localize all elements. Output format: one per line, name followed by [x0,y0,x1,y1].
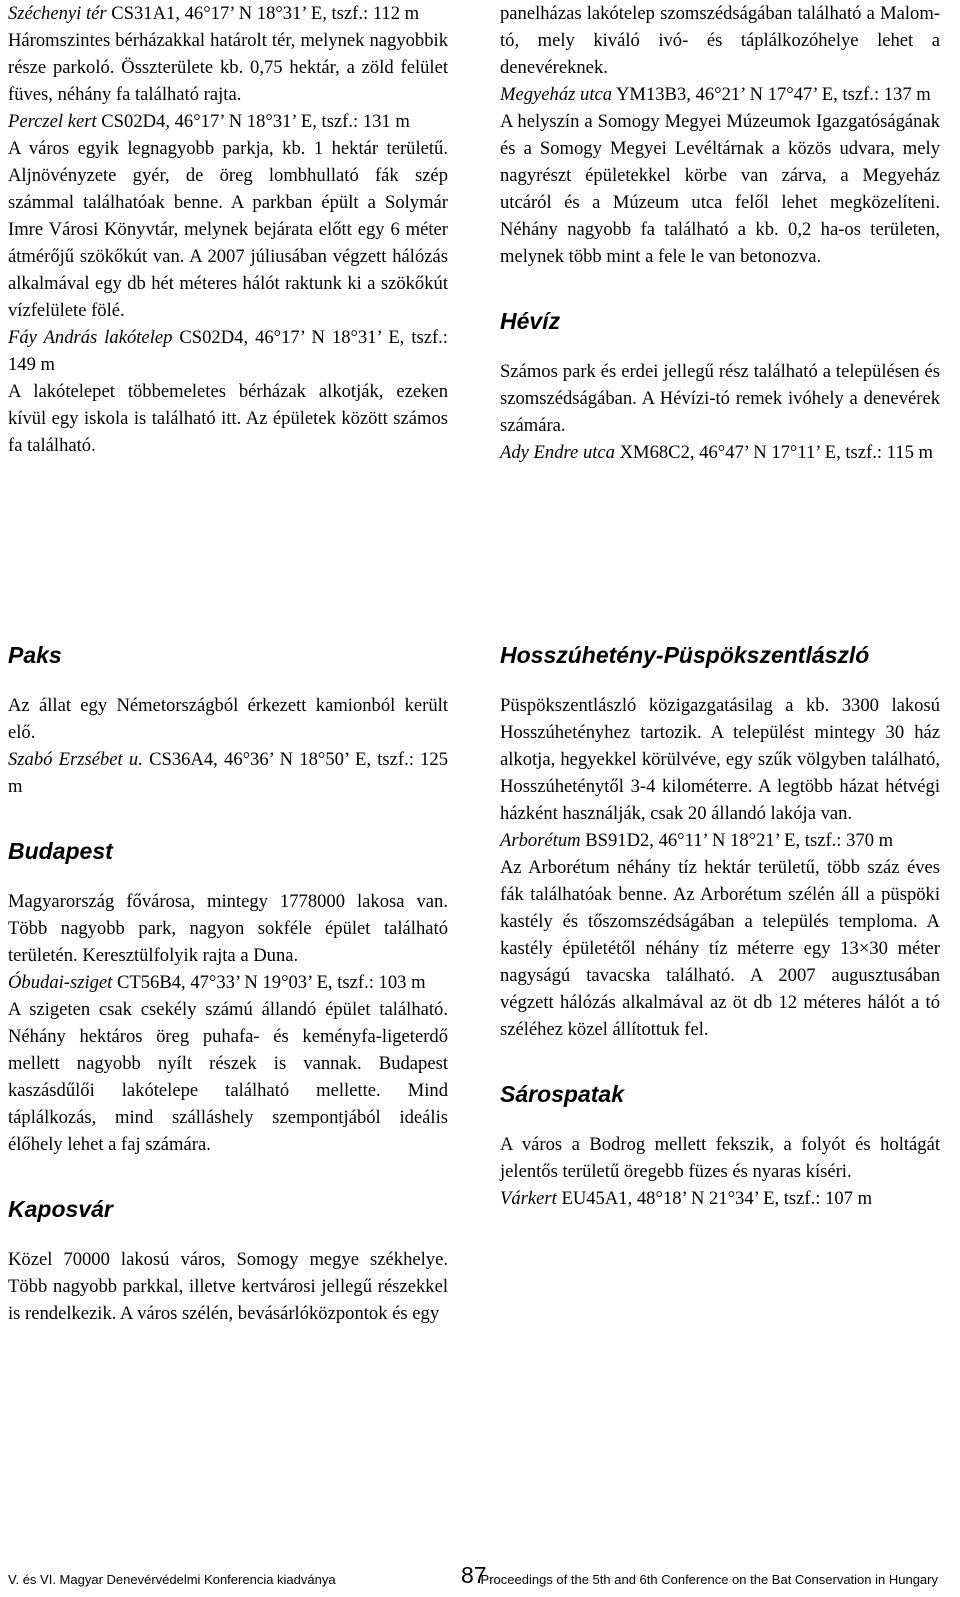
paragraph: A város a Bodrog mellett fekszik, a folyót és holtágát jelentős területű öregebb füzes és nyaras kíséri. [500,1134,940,1182]
site-coordinates: CS02D4, 46°17’ N 18°31’ E, tszf.: 131 m [96,111,410,132]
section-heading-budapest: Budapest [8,838,113,864]
footer-right-text: Proceedings of the 5th and 6th Conference on the Bat Conservation in Hungary [480,1572,938,1587]
paragraph: A szigeten csak csekély számú állandó épület található. Néhány hektáros öreg puhafa- és keményfa-ligeterdő mellett nagyobb nyílt részek is vannak. Budapest kaszásdűlői lakótelepe található mellette. Mind táplálkozás, mind szálláshely szempontjából ideális élőhely lehet a faj számára. [8,999,448,1155]
site-name: Óbudai-sziget [8,972,113,993]
paragraph: Magyarország fővárosa, mintegy 1778000 lakosa van. Több nagyobb park, nagyon sokféle épület található területén. Keresztülfolyik rajta a Duna. [8,891,448,966]
site-coordinates: CS31A1, 46°17’ N 18°31’ E, tszf.: 112 m [106,3,420,24]
page-number: 87 [461,1562,487,1588]
section-heading-heviz: Hévíz [500,308,561,334]
page-footer [0,1562,960,1592]
site-name: Széchenyi tér [8,3,107,24]
section-heading-hosszuheteny: Hosszúhetény-Püspökszentlászló [500,642,870,668]
site-heading-varkert [500,1185,940,1212]
left-column-bottom [8,640,448,1327]
section-heading-sarospatak: Sárospatak [500,1081,625,1107]
site-heading-megyehaz [500,81,940,108]
paragraph: panelházas lakótelep szomszédságában található a Malom-tó, mely kiváló ivó- és táplálkozóhelye lehet a denevéreknek. [500,3,940,78]
site-name: Fáy András lakótelep [8,327,173,348]
site-coordinates: CT56B4, 47°33’ N 19°03’ E, tszf.: 103 m [112,972,426,993]
site-heading-fay [8,324,448,378]
site-coordinates: YM13B3, 46°21’ N 17°47’ E, tszf.: 137 m [612,84,931,105]
paragraph: A helyszín a Somogy Megyei Múzeumok Igazgatóságának és a Somogy Megyei Levéltárnak a közös udvara, mely nagyrészt épületekkel körbe van zárva, a Megyeház utcáról és a Múzeum utca felől lehet megközelíteni. Néhány nagyobb fa található a kb. 0,2 ha-os területen, melynek több mint a fele le van betonozva. [500,111,940,267]
paragraph: Püspökszentlászló közigazgatásilag a kb. 3300 lakosú Hosszúhetényhez tartozik. A települést mintegy 30 ház alkotja, hegyekkel körülvéve, egy szűk völgyben található, Hosszúheténytől 3-4 kilométerre. A legtöbb házat hétvégi házként használják, csak 20 állandó lakója van. [500,695,940,824]
site-name: Ady Endre utca [500,442,615,463]
paragraph: Háromszintes bérházakkal határolt tér, melynek nagyobbik része parkoló. Összterülete kb. 0,75 hektár, a zöld felület füves, néhány fa található rajta. [8,30,448,105]
right-column-bottom [500,640,940,1212]
paragraph: Közel 70000 lakosú város, Somogy megye székhelye. Több nagyobb parkkal, illetve kertvárosi jellegű részekkel is rendelkezik. A város szélén, bevásárlóközpontok és egy [8,1249,448,1324]
site-name: Megyeház utca [500,84,613,105]
site-name: Arborétum [500,830,581,851]
paragraph: A város egyik legnagyobb parkja, kb. 1 hektár területű. Aljnövényzete gyér, de öreg lombhullató fák szép számmal találhatóak benne. A parkban épült a Solymár Imre Városi Könyvtár, melynek bejárata előtt egy 6 méter átmérőjű szökőkút van. A 2007 júliusában végzett hálózás alkalmával egy db hét méteres hálót raktunk ki a szökőkút vízfelülete fölé. [8,138,448,321]
site-coordinates: CS02D4, 46°17’ N 18°31’ E, tszf.: 149 m [8,327,448,375]
paragraph: Az Arborétum néhány tíz hektár területű, több száz éves fák találhatóak benne. Az Arborétum szélén áll a püspöki kastély és tőszomszédságában a település temploma. A kastély épületétől néhány tíz méterre egy 13×30 méter nagyságú tavacska található. A 2007 augusztusában végzett hálózás alkalmával az öt db 12 méteres hálót a tó széléhez közel állítottuk fel. [500,857,940,1040]
site-coordinates: EU45A1, 48°18’ N 21°34’ E, tszf.: 107 m [556,1188,873,1209]
right-column-top [500,0,940,466]
section-heading-paks: Paks [8,642,62,668]
site-heading-ady [500,439,940,466]
site-heading-arboretum [500,827,940,854]
site-heading-szechenyi [8,0,448,27]
site-coordinates: CS36A4, 46°36’ N 18°50’ E, tszf.: 125 m [8,749,448,797]
paragraph: Az állat egy Németországból érkezett kamionból került elő. [8,695,448,743]
site-name: Szabó Erzsébet u. [8,749,143,770]
site-heading-perczel [8,108,448,135]
paragraph: Számos park és erdei jellegű rész található a településen és szomszédságában. A Hévízi-tó remek ivóhely a denevérek számára. [500,361,940,436]
section-heading-kaposvar: Kaposvár [8,1196,113,1222]
left-column-top [8,0,448,459]
site-name: Várkert [500,1188,557,1209]
site-heading-obudai [8,969,448,996]
footer-left-text: V. és VI. Magyar Denevérvédelmi Konferencia kiadványa [8,1572,336,1587]
site-name: Perczel kert [8,111,97,132]
site-coordinates: XM68C2, 46°47’ N 17°11’ E, tszf.: 115 m [614,442,933,463]
site-coordinates: BS91D2, 46°11’ N 18°21’ E, tszf.: 370 m [580,830,894,851]
paragraph: A lakótelepet többemeletes bérházak alkotják, ezeken kívül egy iskola is található itt. Az épületek között számos fa található. [8,381,448,456]
site-heading-szabo [8,746,448,800]
